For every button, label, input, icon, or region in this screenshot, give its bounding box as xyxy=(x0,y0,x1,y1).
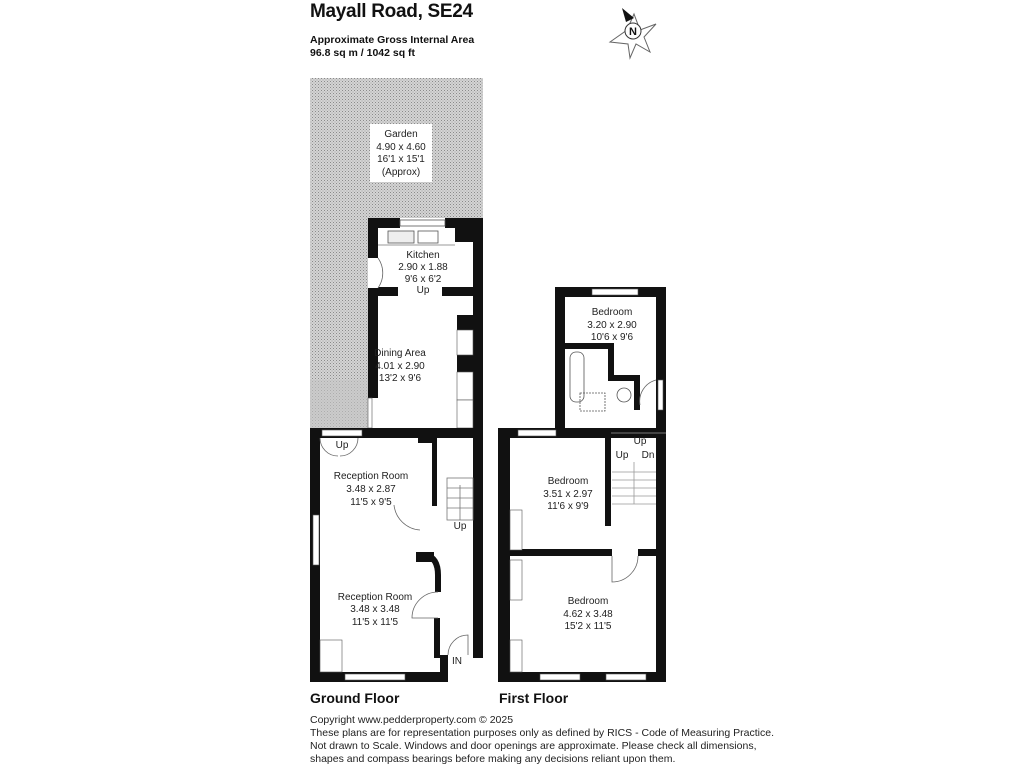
bath-icon xyxy=(570,352,584,402)
entrance-marker: IN xyxy=(452,656,462,667)
svg-text:2.90 x 1.88: 2.90 x 1.88 xyxy=(398,262,448,273)
room-label-dining-area xyxy=(374,348,426,384)
room-label-bedroom-rear xyxy=(587,307,637,343)
svg-text:Bedroom: Bedroom xyxy=(547,476,589,487)
svg-text:15'2 x 11'5: 15'2 x 11'5 xyxy=(564,621,612,632)
svg-text:9'6 x 6'2: 9'6 x 6'2 xyxy=(404,274,442,285)
first-floor-plan xyxy=(498,287,666,682)
ground-floor-plan xyxy=(310,78,483,682)
garden-up-marker: Up xyxy=(335,440,349,451)
area-value: 96.8 sq m / 1042 sq ft xyxy=(310,47,416,59)
disclaimer-line-3: shapes and compass bearings before making any decisions reliant upon them. xyxy=(310,753,676,765)
svg-text:Bedroom: Bedroom xyxy=(591,307,633,318)
svg-text:16'1 x 15'1: 16'1 x 15'1 xyxy=(377,154,425,165)
first-floor-label: First Floor xyxy=(499,690,569,706)
room-label-bedroom-front xyxy=(563,596,613,632)
stairs-down-marker: Dn xyxy=(641,450,655,461)
svg-text:3.48 x 2.87: 3.48 x 2.87 xyxy=(346,484,396,495)
room-label-reception-room-1 xyxy=(334,471,408,508)
stairs xyxy=(447,478,473,520)
svg-text:Reception Room: Reception Room xyxy=(337,592,413,603)
svg-text:11'5 x 11'5: 11'5 x 11'5 xyxy=(351,617,399,628)
svg-text:3.51 x 2.97: 3.51 x 2.97 xyxy=(543,489,593,500)
toilet-icon xyxy=(617,388,631,402)
svg-text:Up: Up xyxy=(416,285,430,296)
svg-text:4.90 x 4.60: 4.90 x 4.60 xyxy=(376,142,426,153)
stairs-up-marker: Up xyxy=(615,450,629,461)
disclaimer-line-1: These plans are for representation purposes only as defined by RICS - Code of Measuring Practice. xyxy=(310,727,774,739)
svg-text:11'5 x 9'5: 11'5 x 9'5 xyxy=(350,497,392,508)
svg-text:3.20 x 2.90: 3.20 x 2.90 xyxy=(587,320,637,331)
disclaimer-line-2: Not drawn to Scale. Windows and door openings are approximate. Please check all dimensions, xyxy=(310,740,757,752)
svg-text:4.01 x 2.90: 4.01 x 2.90 xyxy=(375,361,425,372)
ground-floor-label: Ground Floor xyxy=(310,690,400,706)
copyright-text: Copyright www.pedderproperty.com © 2025 xyxy=(310,714,514,726)
compass-icon xyxy=(610,8,656,58)
stairs-up-marker: Up xyxy=(453,521,467,532)
svg-text:4.62 x 3.48: 4.62 x 3.48 xyxy=(563,609,613,620)
hob-icon xyxy=(418,231,438,243)
room-label-reception-room-2 xyxy=(338,592,412,628)
svg-text:11'6 x 9'9: 11'6 x 9'9 xyxy=(547,501,589,512)
landing-up-marker: Up xyxy=(633,436,647,447)
room-label-bedroom-middle xyxy=(543,476,593,512)
svg-text:Bedroom: Bedroom xyxy=(567,596,609,607)
svg-text:Reception Room: Reception Room xyxy=(333,471,409,482)
page-title: Mayall Road, SE24 xyxy=(310,1,473,22)
svg-text:N: N xyxy=(629,26,637,38)
svg-text:Dining Area: Dining Area xyxy=(374,348,426,359)
svg-text:Kitchen: Kitchen xyxy=(406,250,440,261)
area-label: Approximate Gross Internal Area xyxy=(310,34,475,46)
svg-text:(Approx): (Approx) xyxy=(381,167,421,178)
svg-text:10'6 x 9'6: 10'6 x 9'6 xyxy=(590,332,634,343)
sink-icon xyxy=(388,231,414,243)
svg-text:3.48 x 3.48: 3.48 x 3.48 xyxy=(350,604,400,615)
svg-text:13'2 x 9'6: 13'2 x 9'6 xyxy=(378,373,422,384)
svg-text:Garden: Garden xyxy=(384,129,418,140)
